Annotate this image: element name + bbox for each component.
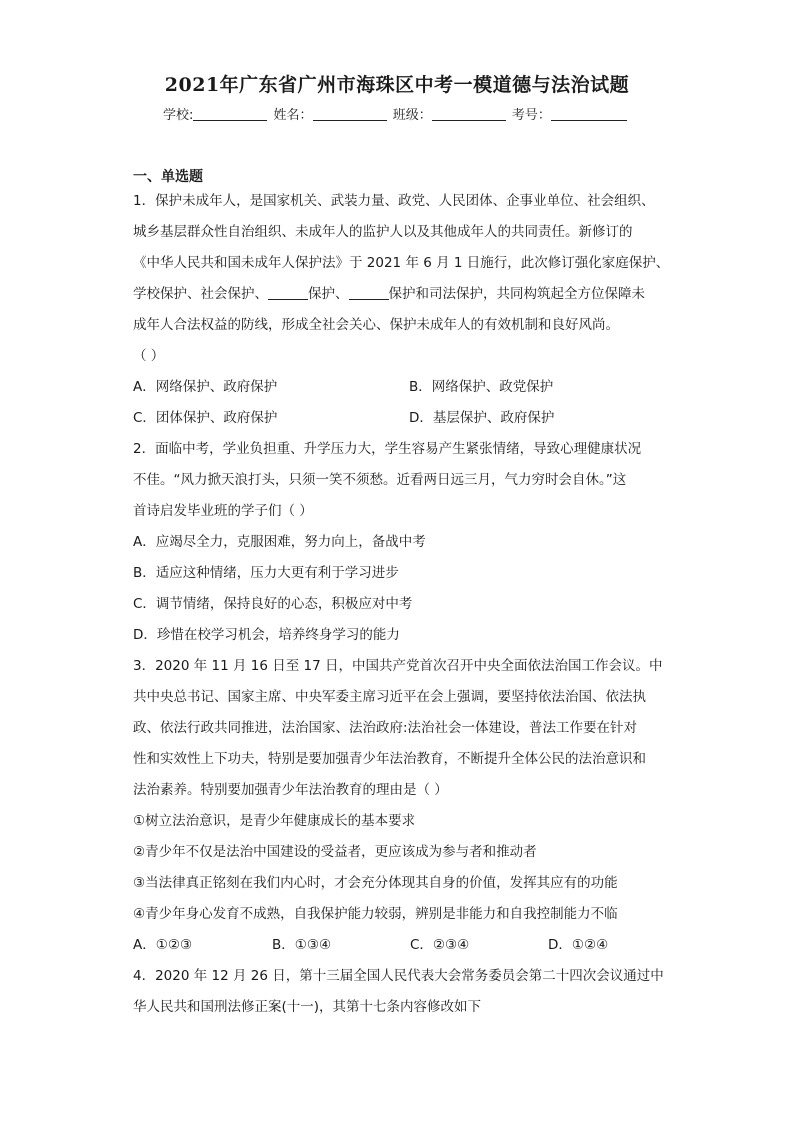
q1-line-4-part-c: 保护和司法保护，共同构筑起全方位保障未	[388, 286, 645, 302]
q1-options-row-2	[133, 407, 673, 438]
exam-number-blank[interactable]	[551, 107, 627, 121]
q1-line-1: 1．保护未成年人，是国家机关、武装力量、政党、人民团体、企事业单位、社会组织、	[133, 193, 655, 209]
q1-options-row-1	[133, 376, 673, 407]
q1-line-2: 城乡基层群众性自治组织、未成年人的监护人以及其他成年人的共同责任。新修订的	[133, 224, 633, 240]
q1-paren: （ ）	[133, 348, 165, 364]
q3-statement-1: ①树立法治意识，是青少年健康成长的基本要求	[133, 813, 416, 829]
section-heading: 一、单选题	[133, 169, 203, 185]
school-blank[interactable]	[193, 107, 267, 121]
name-blank[interactable]	[313, 107, 387, 121]
q3-line-4: 性和实效性上下功夫，特别是要加强青少年法治教育，不断提升全体公民的法治意识和	[133, 751, 646, 767]
q1-line-4-part-b: 保护、	[308, 286, 349, 302]
q2-line-3: 首诗启发毕业班的学子们（ ）	[133, 503, 313, 519]
exam-number-label: 考号：	[511, 108, 551, 123]
q3-option-d[interactable]: D．①②④	[548, 937, 609, 953]
q2-line-2: 不佳。“风力掀天浪打头，只须一笑不须愁。近看两日远三月，气力穷时会自休。”这	[133, 472, 627, 488]
q1-option-a[interactable]: A．网络保护、政府保护	[133, 379, 278, 395]
class-label: 班级：	[392, 108, 432, 123]
blank-1	[268, 285, 308, 300]
q3-option-b[interactable]: B．①③④	[272, 937, 332, 953]
q4-line-2: 华人民共和国刑法修正案(十一)，其第十七条内容修改如下	[133, 999, 482, 1015]
q2-option-a[interactable]: A．应竭尽全力，克服困难，努力向上，备战中考	[133, 534, 426, 550]
q1-option-c[interactable]: C．团体保护、政府保护	[133, 410, 278, 426]
q2-option-c[interactable]: C．调节情绪，保持良好的心态，积极应对中考	[133, 596, 413, 612]
school-label: 学校:	[163, 108, 194, 123]
q3-line-5: 法治素养。特别要加强青少年法治教育的理由是（ ）	[133, 782, 448, 798]
q3-option-c[interactable]: C．②③④	[410, 937, 470, 953]
class-blank[interactable]	[432, 107, 506, 121]
q4-line-1: 4．2020 年 12 月 26 日，第十三届全国人民代表大会常务委员会第二十四次会议通过中	[133, 968, 664, 984]
q3-line-1: 3．2020 年 11 月 16 日至 17 日，中国共产党首次召开中央全面依法治国工作会议。中	[133, 658, 663, 674]
q1-option-d[interactable]: D．基层保护、政府保护	[409, 410, 555, 426]
name-label: 姓名：	[273, 108, 313, 123]
q1-line-5: 成年人合法权益的防线，形成全社会关心、保护未成年人的有效机制和良好风尚。	[133, 317, 619, 333]
q3-line-3: 政、依法行政共同推进，法治国家、法治政府:法治社会一体建设，普法工作要在针对	[133, 720, 638, 736]
blank-2	[349, 285, 389, 300]
student-info-line	[163, 104, 629, 123]
q1-line-3: 《中华人民共和国未成年人保护法》于 2021 年 6 月 1 日施行，此次修订强化家庭保护、	[133, 255, 670, 271]
q1-line-4-part-a: 学校保护、社会保护、	[133, 286, 268, 302]
page-title: 2021年广东省广州市海珠区中考一模道德与法治试题	[164, 74, 630, 96]
q1-line-4	[133, 283, 673, 314]
q3-line-2: 共中央总书记、国家主席、中央军委主席习近平在会上强调，要坚持依法治国、依法执	[133, 689, 646, 705]
q3-options-row	[133, 934, 673, 965]
q2-option-d[interactable]: D．珍惜在校学习机会，培养终身学习的能力	[133, 627, 400, 643]
q3-statement-2: ②青少年不仅是法治中国建设的受益者，更应该成为参与者和推动者	[133, 844, 537, 860]
q3-statement-4: ④青少年身心发育不成熟，自我保护能力较弱，辨别是非能力和自我控制能力不临	[133, 906, 618, 922]
questions	[133, 190, 673, 1027]
q2-option-b[interactable]: B．适应这种情绪，压力大更有利于学习进步	[133, 565, 399, 581]
q3-statement-3: ③当法律真正铭刻在我们内心时，才会充分体现其自身的价值，发挥其应有的功能	[133, 875, 618, 891]
q2-line-1: 2．面临中考，学业负担重、升学压力大，学生容易产生紧张情绪，导致心理健康状况	[133, 441, 642, 457]
q1-option-b[interactable]: B．网络保护、政党保护	[409, 379, 554, 395]
q3-option-a[interactable]: A．①②③	[133, 937, 193, 953]
